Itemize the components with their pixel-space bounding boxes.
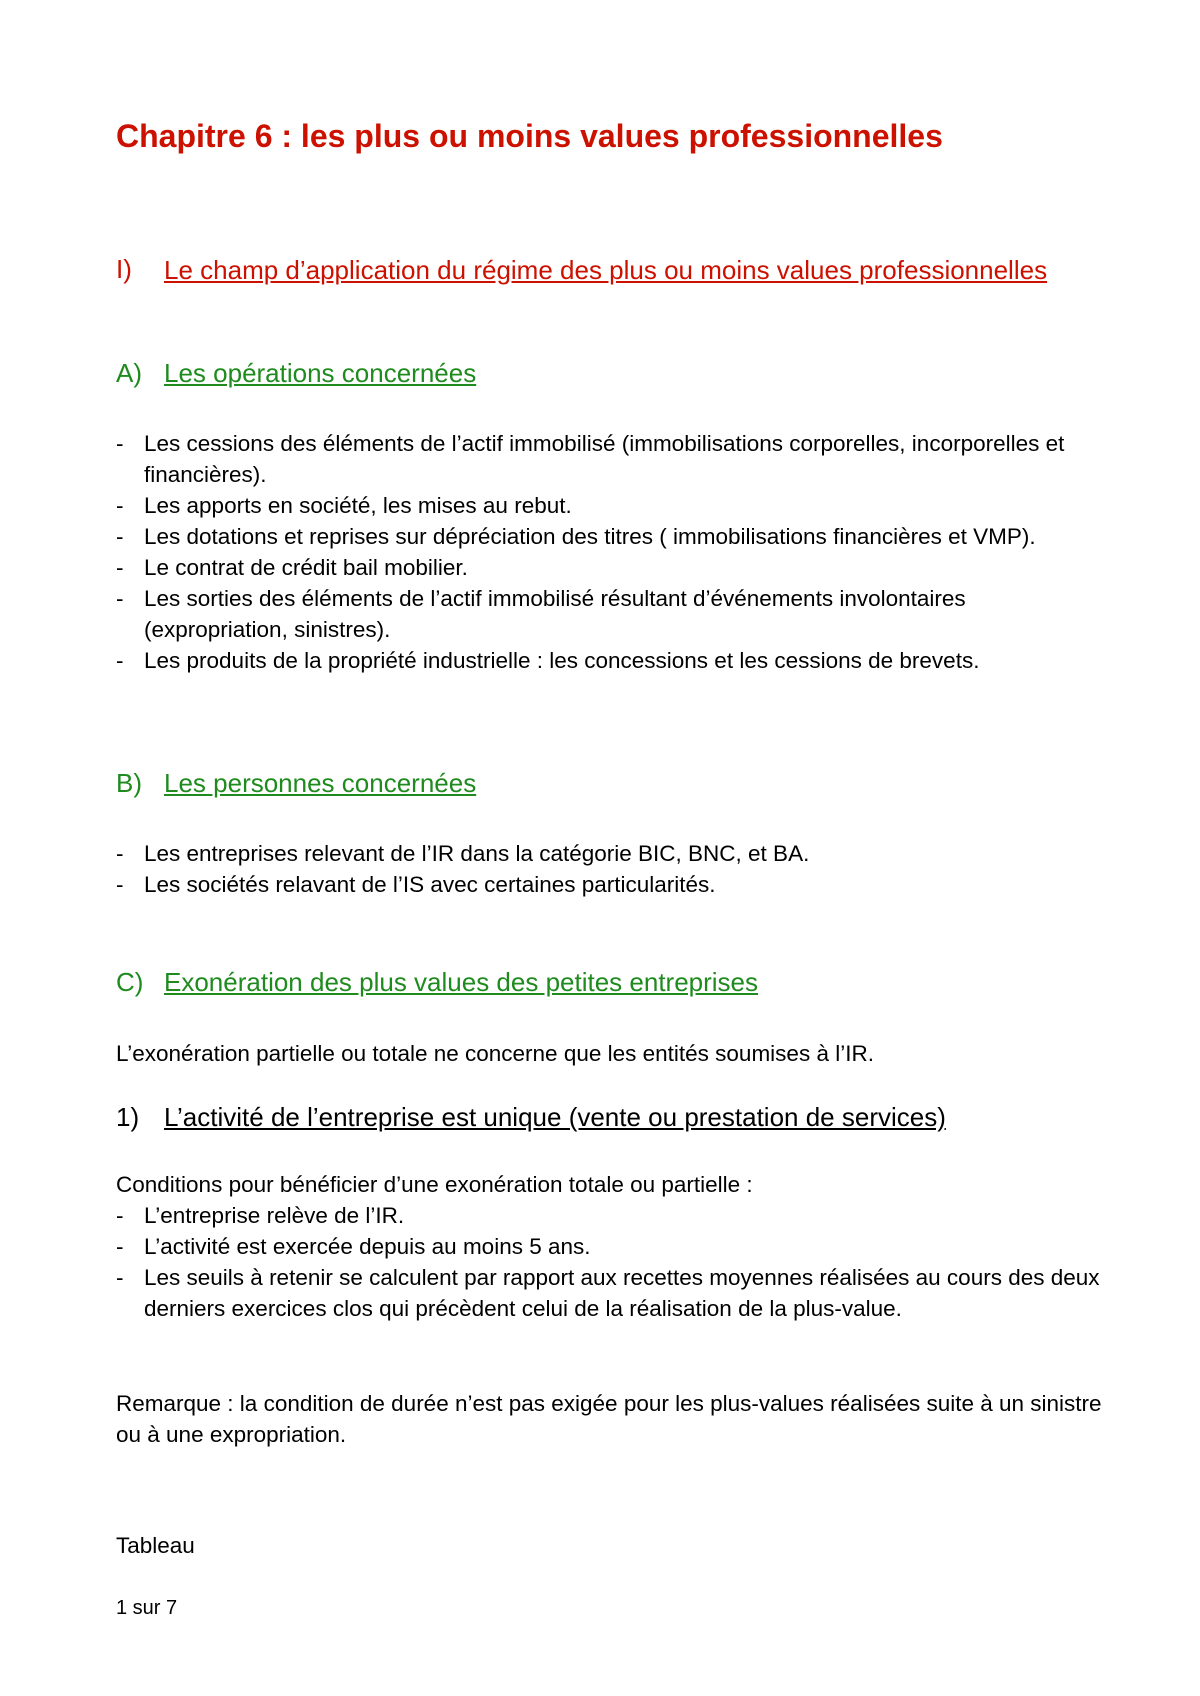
- subsection-1-heading: [116, 1102, 946, 1133]
- section-b-heading: [116, 768, 476, 799]
- section-c-title: Exonération des plus values des petites entreprises: [164, 967, 759, 997]
- tableau-label: Tableau: [116, 1533, 195, 1558]
- list-item: - Les apports en société, les mises au rebut.: [116, 490, 1104, 521]
- list-item: - Les dotations et reprises sur dépréciation des titres ( immobilisations financières et VMP).: [116, 521, 1104, 552]
- section-1-number: I): [116, 254, 132, 284]
- persons-list: [116, 838, 1104, 900]
- section-b-title: Les personnes concernées: [164, 768, 477, 798]
- list-item: - L’entreprise relève de l’IR.: [116, 1200, 1104, 1231]
- list-item: - L’activité est exercée depuis au moins 5 ans.: [116, 1231, 1104, 1262]
- remark-paragraph: Remarque : la condition de durée n’est pas exigée pour les plus-values réalisées suite à un sinistre ou à une expropriation.: [116, 1391, 1102, 1447]
- conditions-intro: Conditions pour bénéficier d’une exonération totale ou partielle :: [116, 1172, 753, 1197]
- conditions-list: [116, 1200, 1104, 1324]
- section-c-heading: [116, 967, 758, 998]
- list-item: - Les sorties des éléments de l’actif immobilisé résultant d’événements involontaires (expropriation, sinistres).: [116, 583, 1104, 645]
- list-item: - Les seuils à retenir se calculent par rapport aux recettes moyennes réalisées au cours des deux derniers exercices clos qui précèdent celui de la réalisation de la plus-value.: [116, 1262, 1104, 1324]
- list-item: - Les cessions des éléments de l’actif immobilisé (immobilisations corporelles, incorporelles et financières).: [116, 428, 1104, 490]
- list-item: - Les sociétés relavant de l’IS avec certaines particularités.: [116, 869, 1104, 900]
- section-a-label: A): [116, 358, 142, 388]
- section-a-heading: [116, 358, 476, 389]
- page-title: Chapitre 6 : les plus ou moins values professionnelles: [116, 118, 943, 154]
- list-item: - Les produits de la propriété industrielle : les concessions et les cessions de brevets.: [116, 645, 1104, 676]
- subsection-1-title: L’activité de l’entreprise est unique (vente ou prestation de services): [164, 1102, 946, 1132]
- subsection-1-label: 1): [116, 1102, 140, 1132]
- section-1-heading: Le champ d’application du régime des plus ou moins values professionnelles: [164, 255, 1048, 285]
- list-item: - Les entreprises relevant de l’IR dans la catégorie BIC, BNC, et BA.: [116, 838, 1104, 869]
- operations-list: [116, 428, 1104, 676]
- section-c-label: C): [116, 967, 144, 997]
- section-a-title: Les opérations concernées: [164, 358, 477, 388]
- section-c-intro: L’exonération partielle ou totale ne concerne que les entités soumises à l’IR.: [116, 1041, 874, 1066]
- list-item: - Le contrat de crédit bail mobilier.: [116, 552, 1104, 583]
- page-number: 1 sur 7: [116, 1597, 178, 1619]
- section-b-label: B): [116, 768, 142, 798]
